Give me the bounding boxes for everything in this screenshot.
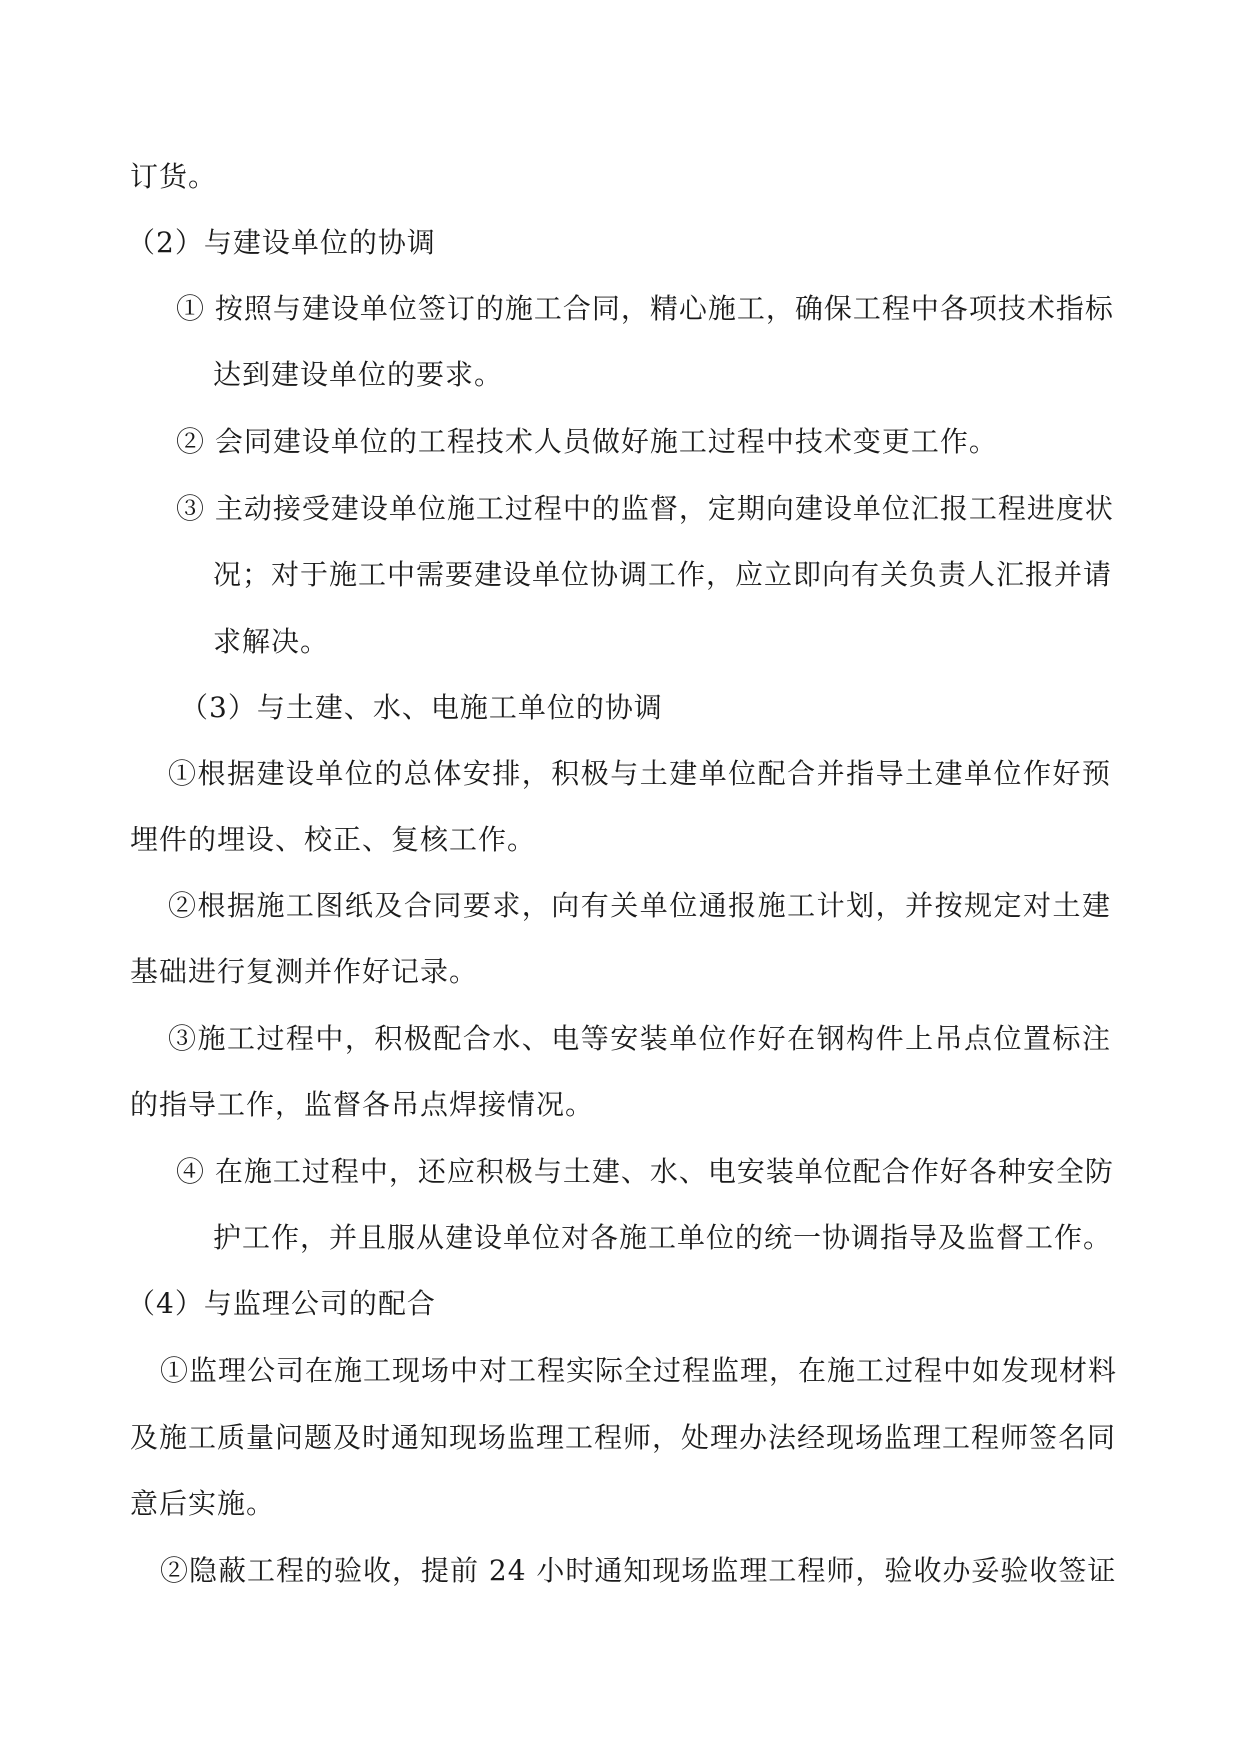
- text-line: 求解决。: [213, 625, 330, 658]
- text-line: ①根据建设单位的总体安排，积极与土建单位配合并指导土建单位作好预: [168, 757, 1111, 790]
- text-line: 意后实施。: [130, 1487, 276, 1520]
- text-line: 及施工质量问题及时通知现场监理工程师，处理办法经现场监理工程师签名同: [130, 1421, 1117, 1454]
- text-line: 埋件的埋设、校正、复核工作。: [130, 823, 537, 856]
- text-line: ①监理公司在施工现场中对工程实际全过程监理，在施工过程中如发现材料: [160, 1354, 1118, 1387]
- text-line: 护工作，并且服从建设单位对各施工单位的统一协调指导及监督工作。: [213, 1221, 1113, 1254]
- text-line: ②隐蔽工程的验收，提前 24 小时通知现场监理工程师，验收办妥验收签证: [160, 1554, 1117, 1587]
- section-heading-2: （2）与建设单位的协调: [127, 226, 436, 259]
- text-line: ③施工过程中，积极配合水、电等安装单位作好在钢构件上吊点位置标注: [168, 1022, 1111, 1055]
- section-heading-4: （4）与监理公司的配合: [127, 1287, 436, 1320]
- text-line: ④ 在施工过程中，还应积极与土建、水、电安装单位配合作好各种安全防: [176, 1155, 1114, 1188]
- text-line: 订货。: [130, 160, 218, 193]
- section-heading-3: （3）与土建、水、电施工单位的协调: [180, 691, 663, 724]
- text-line: ③ 主动接受建设单位施工过程中的监督，定期向建设单位汇报工程进度状: [176, 492, 1114, 525]
- text-line: 的指导工作，监督各吊点焊接情况。: [130, 1088, 595, 1121]
- text-line: ②根据施工图纸及合同要求，向有关单位通报施工计划，并按规定对土建: [168, 889, 1111, 922]
- text-line: 达到建设单位的要求。: [213, 358, 504, 391]
- text-line: ① 按照与建设单位签订的施工合同，精心施工，确保工程中各项技术指标: [176, 292, 1114, 325]
- text-line: 况；对于施工中需要建设单位协调工作，应立即向有关负责人汇报并请: [213, 558, 1113, 591]
- text-line: 基础进行复测并作好记录。: [130, 955, 479, 988]
- text-line: ② 会同建设单位的工程技术人员做好施工过程中技术变更工作。: [176, 425, 998, 458]
